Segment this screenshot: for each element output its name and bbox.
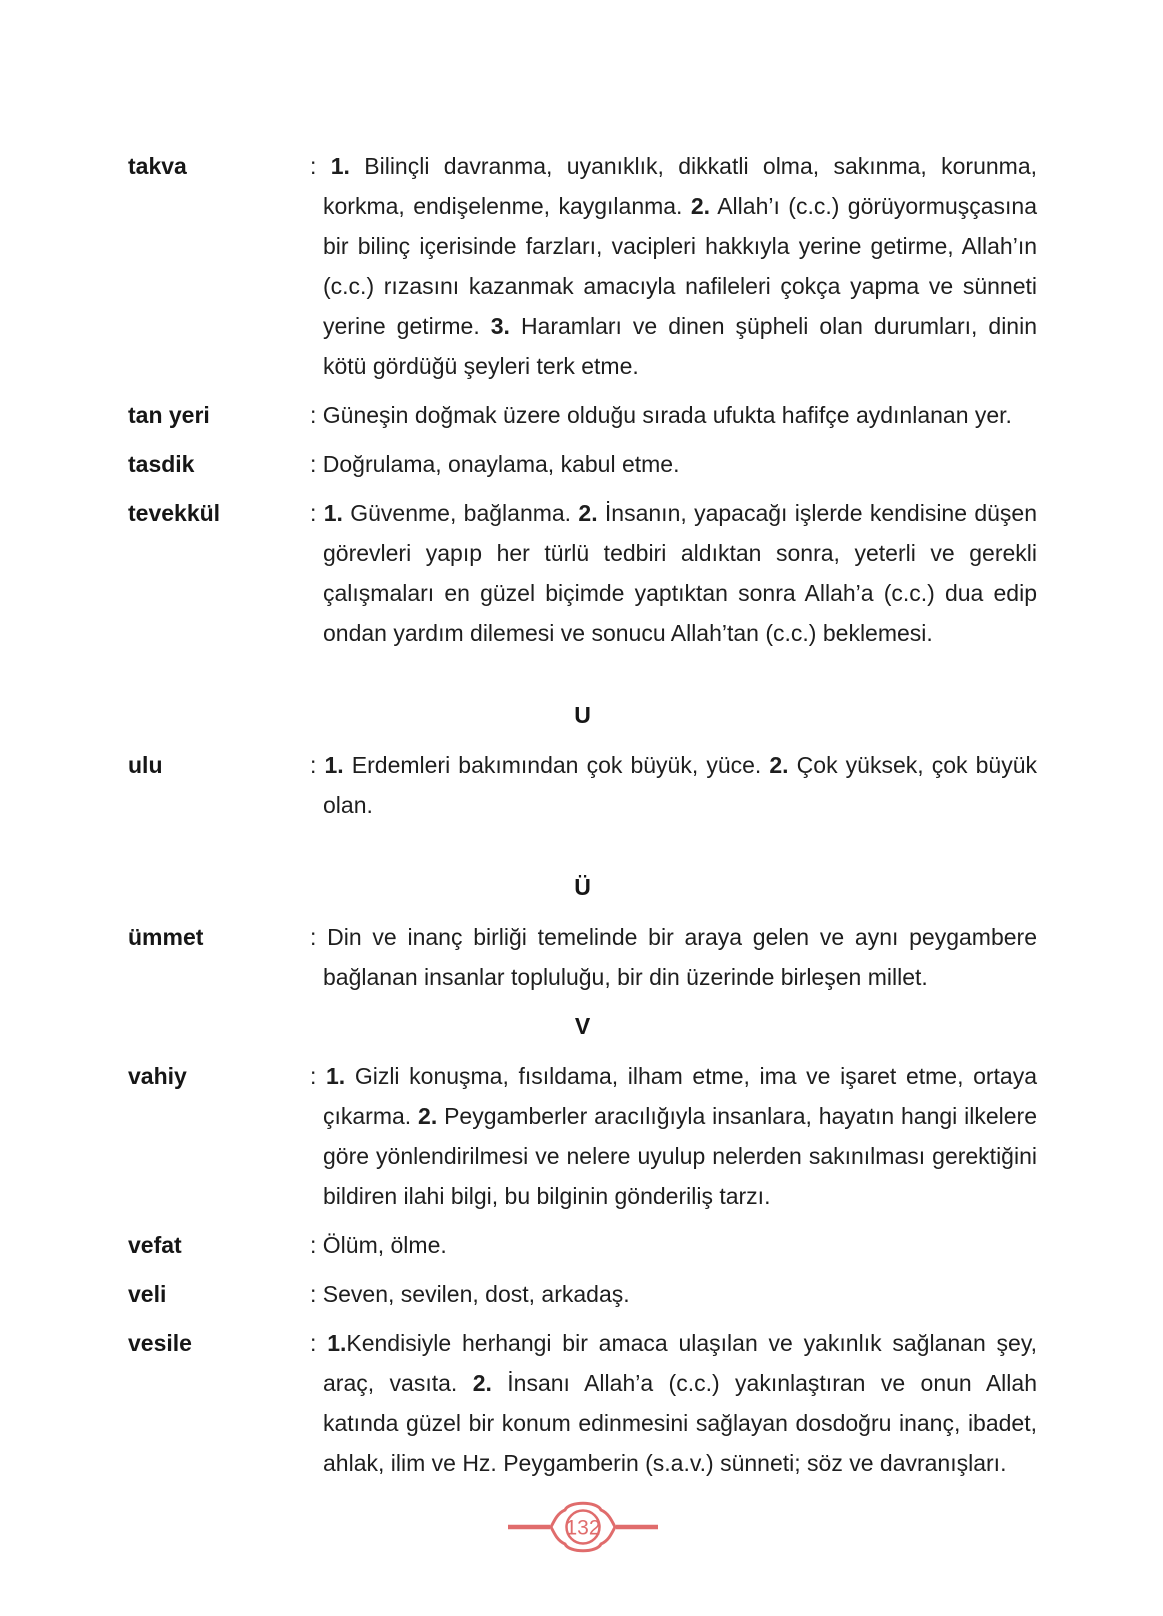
definition-text bbox=[310, 444, 1037, 484]
definition-sense-number: 1. bbox=[326, 1063, 346, 1089]
term-label: vahiy bbox=[128, 1063, 187, 1089]
definition-text bbox=[310, 745, 1037, 825]
definition-sense-number: 2. bbox=[472, 1370, 492, 1396]
glossary-entry bbox=[128, 1323, 1037, 1483]
page-footer bbox=[128, 1497, 1037, 1557]
term-label: ümmet bbox=[128, 924, 204, 950]
definition-sense-number: 2. bbox=[578, 500, 598, 526]
glossary-entry bbox=[128, 1225, 1037, 1265]
glossary-entry bbox=[128, 395, 1037, 435]
section-header-v: V bbox=[574, 1013, 591, 1039]
glossary-section-v bbox=[128, 1006, 1037, 1483]
glossary-entry bbox=[128, 1274, 1037, 1314]
glossary-entry bbox=[128, 146, 1037, 386]
entry-list bbox=[128, 146, 1037, 653]
definition-text bbox=[310, 395, 1037, 435]
definition-text bbox=[310, 493, 1037, 653]
definition-segment: İnsanın, yapacağı işlerde kendisine düşen görevleri yapıp her türlü tedbiri aldıktan sonra, yeterli ve gerekli çalışmaları en güzel biçimde yaptıktan sonra Allah’a (c.c.) dua edip ondan yardım dilemesi ve sonucu Allah’tan (c.c.) beklemesi. bbox=[323, 500, 1038, 646]
definition-text bbox=[310, 1056, 1037, 1216]
glossary-section-u-umlaut bbox=[128, 867, 1037, 997]
definition-sense-number: 2. bbox=[690, 193, 711, 219]
definition-segment: : bbox=[310, 1330, 328, 1356]
definition-segment: Peygamberler aracılığıyla insanlara, hayatın hangi ilkelere göre yönlendirilmesi ve nelere uyulup nelerden sakınılması gerektiğini bildiren ilahi bilgi, bu bilginin gönderiliş tarzı. bbox=[323, 1103, 1037, 1209]
glossary-entry bbox=[128, 1056, 1037, 1216]
definition-segment: : Güneşin doğmak üzere olduğu sırada ufukta hafifçe aydınlanan yer. bbox=[310, 402, 1012, 428]
term-label: tasdik bbox=[128, 451, 195, 477]
section-header-u-umlaut: Ü bbox=[574, 874, 591, 900]
definition-segment: Kendisiyle herhangi bir amaca ulaşılan ve yakınlık sağlanan şey, araç, vasıta. bbox=[323, 1330, 1037, 1396]
definition-sense-number: 3. bbox=[490, 313, 510, 339]
glossary-entry bbox=[128, 493, 1037, 653]
definition-segment: : bbox=[310, 752, 325, 778]
glossary-section-u bbox=[128, 695, 1037, 825]
definition-text bbox=[310, 917, 1037, 997]
glossary-entry bbox=[128, 917, 1037, 997]
definition-segment: : bbox=[310, 1063, 327, 1089]
glossary-section-t bbox=[128, 146, 1037, 653]
term-label: takva bbox=[128, 153, 187, 179]
definition-segment: Gizli konuşma, fısıldama, ilham etme, ima ve işaret etme, ortaya çıkarma. bbox=[323, 1063, 1037, 1129]
page-number-badge bbox=[508, 1497, 658, 1557]
term-label: vefat bbox=[128, 1232, 182, 1258]
term-label: tevekkül bbox=[128, 500, 221, 526]
definition-text bbox=[310, 1274, 1037, 1314]
definition-segment: : bbox=[310, 153, 331, 179]
glossary-entry bbox=[128, 444, 1037, 484]
definition-text bbox=[310, 146, 1037, 386]
definition-segment: : Seven, sevilen, dost, arkadaş. bbox=[310, 1281, 630, 1307]
definition-text bbox=[310, 1225, 1037, 1265]
definition-sense-number: 1. bbox=[324, 752, 344, 778]
definition-segment: Bilinçli davranma, uyanıklık, dikkatli olma, sakınma, korunma, korkma, endişelenme, kaygılanma. bbox=[323, 153, 1038, 219]
definition-text bbox=[310, 1323, 1037, 1483]
definition-sense-number: 1. bbox=[323, 500, 343, 526]
term-label: veli bbox=[128, 1281, 167, 1307]
definition-segment: : Din ve inanç birliği temelinde bir araya gelen ve aynı peygambere bağlanan insanlar topluluğu, bir din üzerinde birleşen millet. bbox=[310, 924, 1037, 990]
definition-segment: Çok yüksek, çok büyük olan. bbox=[323, 752, 1037, 818]
entry-list bbox=[128, 917, 1037, 997]
glossary-entry bbox=[128, 745, 1037, 825]
definition-segment: : bbox=[310, 500, 324, 526]
term-label: ulu bbox=[128, 752, 163, 778]
entry-list bbox=[128, 1056, 1037, 1483]
section-header-u: U bbox=[574, 702, 591, 728]
definition-sense-number: 2. bbox=[769, 752, 789, 778]
definition-segment: Erdemleri bakımından çok büyük, yüce. bbox=[343, 752, 770, 778]
term-label: tan yeri bbox=[128, 402, 210, 428]
term-label: vesile bbox=[128, 1330, 192, 1356]
page-number: 132 bbox=[564, 1516, 601, 1540]
definition-segment: : Doğrulama, onaylama, kabul etme. bbox=[310, 451, 680, 477]
definition-sense-number: 2. bbox=[418, 1103, 438, 1129]
definition-segment: Güvenme, bağlanma. bbox=[342, 500, 579, 526]
entry-list bbox=[128, 745, 1037, 825]
definition-segment: İnsanı Allah’a (c.c.) yakınlaştıran ve onun Allah katında güzel bir konum edinmesini sağlayan dosdoğru inanç, ibadet, ahlak, ilim ve Hz. Peygamberin (s.a.v.) sünneti; söz ve davranışları. bbox=[323, 1370, 1037, 1476]
definition-sense-number: 1. bbox=[330, 153, 350, 179]
definition-segment: Haramları ve dinen şüpheli olan durumları, dinin kötü gördüğü şeyleri terk etme. bbox=[323, 313, 1037, 379]
definition-segment: Allah’ı (c.c.) görüyormuşçasına bir bilinç içerisinde farzları, vacipleri hakkıyla yerine getirme, Allah’ın (c.c.) rızasını kazanmak amacıyla nafileleri çokça yapma ve sünneti yerine getirme. bbox=[323, 193, 1037, 339]
definition-segment: : Ölüm, ölme. bbox=[310, 1232, 447, 1258]
definition-sense-number: 1. bbox=[327, 1330, 347, 1356]
